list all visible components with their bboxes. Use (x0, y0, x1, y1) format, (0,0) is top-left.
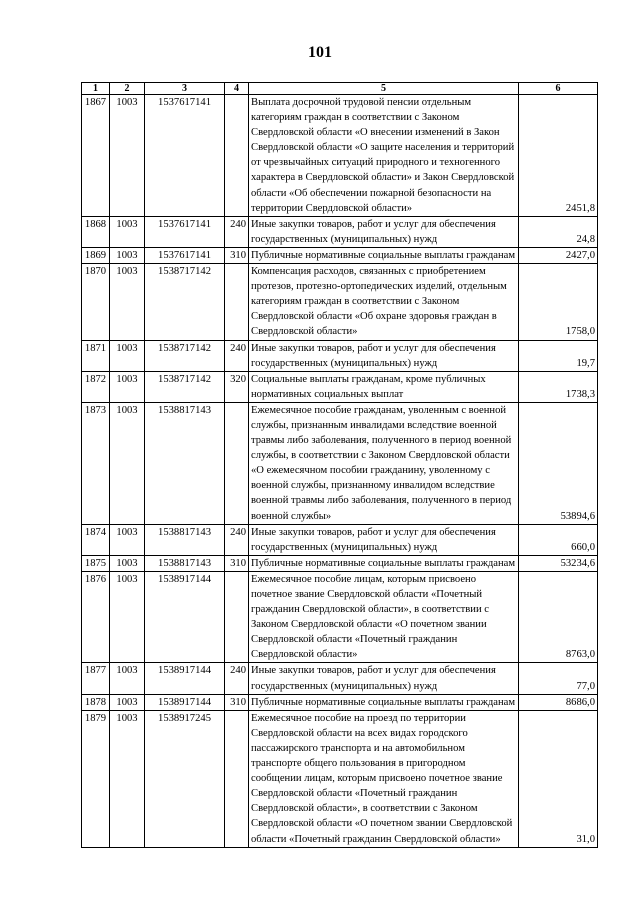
col-header-2: 2 (110, 83, 145, 95)
table-row (82, 264, 598, 340)
row-number-cell: 1871 (82, 340, 110, 371)
expense-type-cell (225, 571, 249, 663)
expense-type-cell: 240 (225, 340, 249, 371)
description-cell: Публичные нормативные социальные выплаты гражданам (249, 555, 519, 571)
col-header-1: 1 (82, 83, 110, 95)
table-row (82, 340, 598, 371)
amount-cell: 8763,0 (519, 571, 598, 663)
section-code-cell: 1003 (110, 371, 145, 402)
expense-type-cell (225, 95, 249, 217)
row-number-cell: 1876 (82, 571, 110, 663)
section-code-cell: 1003 (110, 402, 145, 524)
row-number-cell: 1873 (82, 402, 110, 524)
description-cell: Иные закупки товаров, работ и услуг для обеспечения государственных (муниципальных) нужд (249, 663, 519, 694)
target-code-cell: 1538917245 (145, 710, 225, 847)
target-code-cell: 1538717142 (145, 264, 225, 340)
table-row (82, 216, 598, 247)
row-number-cell: 1870 (82, 264, 110, 340)
target-code-cell: 1538817143 (145, 402, 225, 524)
amount-cell: 53234,6 (519, 555, 598, 571)
target-code-cell: 1538817143 (145, 524, 225, 555)
target-code-cell: 1538717142 (145, 340, 225, 371)
table-row (82, 694, 598, 710)
table-row (82, 247, 598, 263)
col-header-6: 6 (519, 83, 598, 95)
section-code-cell: 1003 (110, 264, 145, 340)
amount-cell: 31,0 (519, 710, 598, 847)
section-code-cell: 1003 (110, 694, 145, 710)
section-code-cell: 1003 (110, 216, 145, 247)
target-code-cell: 1537617141 (145, 95, 225, 217)
table-row (82, 95, 598, 217)
description-cell: Выплата досрочной трудовой пенсии отдельным категориям граждан в соответствии с Законом Свердловской области «О внесении изменений в Закон Свердловской области «О защите населения и территорий от чрезвычайных ситуаций природного и техногенного характера в Свердловской области» и Закон Свердловской области «Об обеспечении пожарной безопасности на территории Свердловской области» (249, 95, 519, 217)
description-cell: Ежемесячное пособие лицам, которым присвоено почетное звание Свердловской области «Почетный гражданин Свердловской области», в соответствии с Законом Свердловской области «О почетном звании Свердловской области «Почетный гражданин Свердловской области» (249, 571, 519, 663)
amount-cell: 53894,6 (519, 402, 598, 524)
target-code-cell: 1538717142 (145, 371, 225, 402)
expense-type-cell: 240 (225, 216, 249, 247)
budget-table (81, 82, 598, 848)
row-number-cell: 1874 (82, 524, 110, 555)
table-header (82, 83, 598, 95)
expense-type-cell: 310 (225, 247, 249, 263)
table-row (82, 402, 598, 524)
description-cell: Иные закупки товаров, работ и услуг для обеспечения государственных (муниципальных) нужд (249, 524, 519, 555)
description-cell: Компенсация расходов, связанных с приобретением протезов, протезно-ортопедических изделий, отдельным категориям граждан в соответствии с Законом Свердловской области «Об охране здоровья граждан в Свердловской области» (249, 264, 519, 340)
amount-cell: 2427,0 (519, 247, 598, 263)
description-cell: Ежемесячное пособие гражданам, уволенным с военной службы, признанным инвалидами вследствие военной травмы либо заболевания, полученного в период военной службы, в соответствии с Законом Свердловской области «О ежемесячном пособии гражданину, уволенному с военной службы, признанному инвалидом вследствие военной травмы либо заболевания, полученного в период военной службы» (249, 402, 519, 524)
amount-cell: 19,7 (519, 340, 598, 371)
section-code-cell: 1003 (110, 571, 145, 663)
description-cell: Публичные нормативные социальные выплаты гражданам (249, 247, 519, 263)
section-code-cell: 1003 (110, 340, 145, 371)
description-cell: Иные закупки товаров, работ и услуг для обеспечения государственных (муниципальных) нужд (249, 216, 519, 247)
section-code-cell: 1003 (110, 524, 145, 555)
section-code-cell: 1003 (110, 710, 145, 847)
amount-cell: 24,8 (519, 216, 598, 247)
table-row (82, 555, 598, 571)
expense-type-cell: 240 (225, 524, 249, 555)
row-number-cell: 1877 (82, 663, 110, 694)
amount-cell: 1738,3 (519, 371, 598, 402)
expense-type-cell (225, 710, 249, 847)
target-code-cell: 1538917144 (145, 663, 225, 694)
description-cell: Ежемесячное пособие на проезд по территории Свердловской области на всех видах городского пассажирского транспорта и на автомобильном транспорте общего пользования в пригородном сообщении лицам, которым присвоено почетное звание Свердловской области «Почетный гражданин Свердловской области», в соответствии с Законом Свердловской области «О почетном звании Свердловской области «Почетный гражданин Свердловской области» (249, 710, 519, 847)
target-code-cell: 1538917144 (145, 571, 225, 663)
col-header-5: 5 (249, 83, 519, 95)
table-row (82, 710, 598, 847)
description-cell: Публичные нормативные социальные выплаты гражданам (249, 694, 519, 710)
table-row (82, 524, 598, 555)
amount-cell: 77,0 (519, 663, 598, 694)
section-code-cell: 1003 (110, 663, 145, 694)
table-row (82, 371, 598, 402)
amount-cell: 1758,0 (519, 264, 598, 340)
target-code-cell: 1537617141 (145, 216, 225, 247)
page-number: 101 (308, 44, 332, 61)
row-number-cell: 1879 (82, 710, 110, 847)
target-code-cell: 1538817143 (145, 555, 225, 571)
target-code-cell: 1537617141 (145, 247, 225, 263)
expense-type-cell (225, 264, 249, 340)
col-header-3: 3 (145, 83, 225, 95)
table-row (82, 663, 598, 694)
amount-cell: 660,0 (519, 524, 598, 555)
expense-type-cell: 310 (225, 555, 249, 571)
description-cell: Социальные выплаты гражданам, кроме публичных нормативных социальных выплат (249, 371, 519, 402)
row-number-cell: 1872 (82, 371, 110, 402)
row-number-cell: 1869 (82, 247, 110, 263)
section-code-cell: 1003 (110, 247, 145, 263)
description-cell: Иные закупки товаров, работ и услуг для обеспечения государственных (муниципальных) нужд (249, 340, 519, 371)
section-code-cell: 1003 (110, 555, 145, 571)
row-number-cell: 1868 (82, 216, 110, 247)
amount-cell: 8686,0 (519, 694, 598, 710)
expense-type-cell (225, 402, 249, 524)
target-code-cell: 1538917144 (145, 694, 225, 710)
expense-type-cell: 320 (225, 371, 249, 402)
table-body (82, 95, 598, 848)
row-number-cell: 1875 (82, 555, 110, 571)
table-row (82, 571, 598, 663)
amount-cell: 2451,8 (519, 95, 598, 217)
expense-type-cell: 310 (225, 694, 249, 710)
row-number-cell: 1878 (82, 694, 110, 710)
row-number-cell: 1867 (82, 95, 110, 217)
expense-type-cell: 240 (225, 663, 249, 694)
col-header-4: 4 (225, 83, 249, 95)
section-code-cell: 1003 (110, 95, 145, 217)
